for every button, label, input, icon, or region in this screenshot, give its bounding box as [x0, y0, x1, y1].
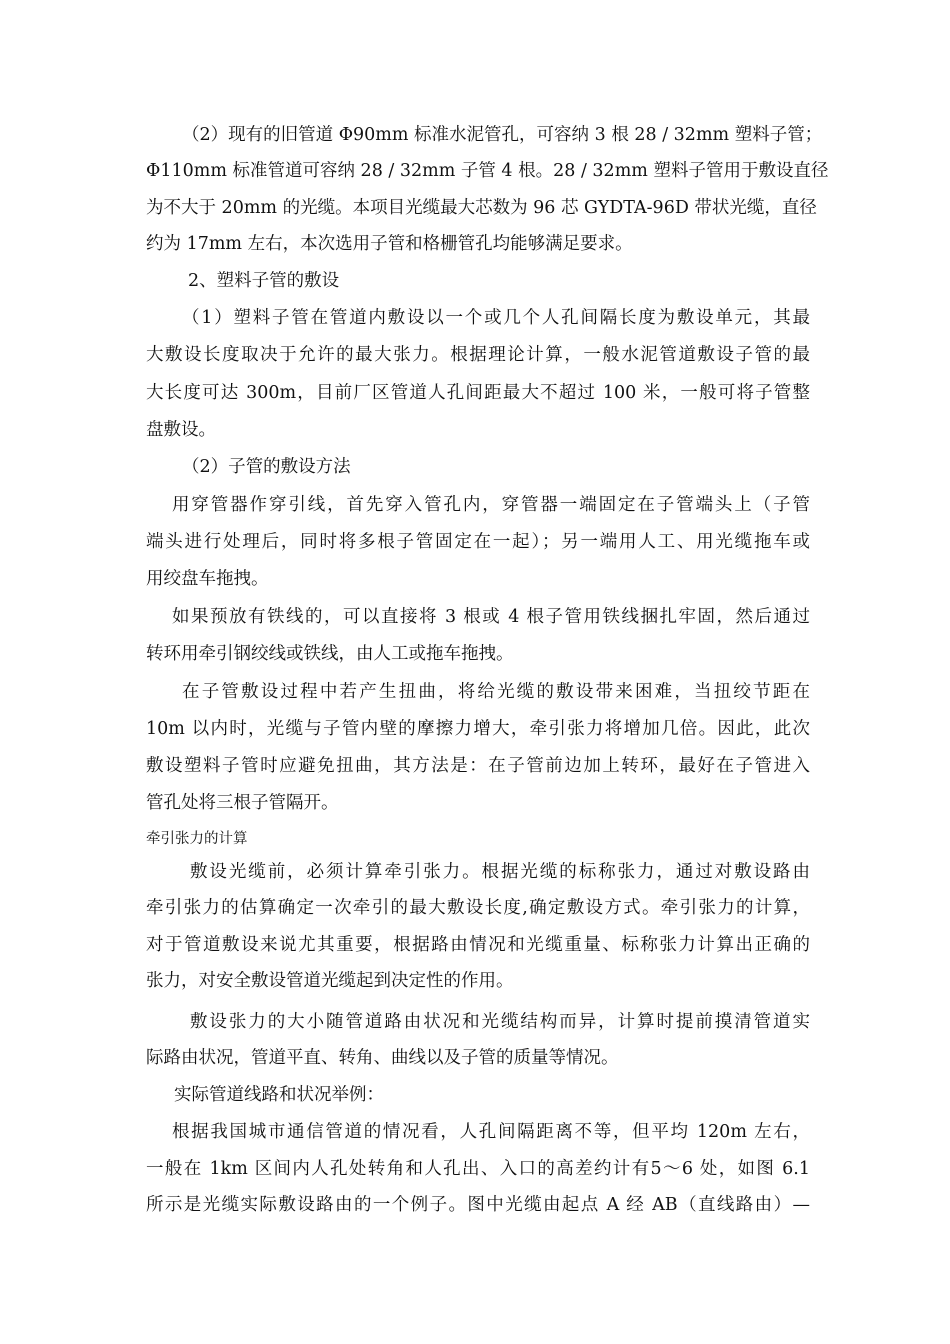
paragraph-12-line-2: 一般在 1km 区间内人孔处转角和人孔出、入口的高差约计有5～6 处，如图 6.1	[146, 1159, 810, 1179]
paragraph-10-line-2: 际路由状况，管道平直、转角、曲线以及子管的质量等情况。	[146, 1048, 619, 1068]
paragraph-11-line-1: 实际管道线路和状况举例：	[174, 1085, 384, 1105]
paragraph-5-line-2: 端头进行处理后，同时将多根子管固定在一起）；另一端用人工、用光缆拖车或	[146, 532, 810, 552]
paragraph-9-line-2: 牵引张力的估算确定一次牵引的最大敷设长度,确定敷设方式。牵引张力的计算，	[146, 898, 810, 918]
paragraph-1-line-2: Φ110mm 标准管道可容纳 28 / 32mm 子管 4 根。28 / 32mm 塑料子管用于敷设直径	[146, 161, 829, 181]
paragraph-9-line-4: 张力，对安全敷设管道光缆起到决定性的作用。	[146, 971, 514, 991]
subheading-2: （2）子管的敷设方法	[182, 457, 351, 477]
paragraph-3-line-2: 大敷设长度取决于允许的最大张力。根据理论计算，一般水泥管道敷设子管的最	[146, 345, 810, 365]
paragraph-10-line-1: 敷设张力的大小随管道路由状况和光缆结构而异，计算时提前摸清管道实	[190, 1012, 810, 1032]
paragraph-7-line-1: 在子管敷设过程中若产生扭曲，将给光缆的敷设带来困难，当扭绞节距在	[182, 682, 810, 702]
paragraph-1-line-4: 约为 17mm 左右，本次选用子管和格栅管孔均能够满足要求。	[146, 234, 633, 254]
paragraph-9-line-1: 敷设光缆前，必须计算牵引张力。根据光缆的标称张力，通过对敷设路由	[190, 862, 810, 882]
paragraph-1-line-1: （2）现有的旧管道 Φ90mm 标准水泥管孔，可容纳 3 根 28 / 32mm 塑料子管；	[182, 125, 823, 145]
paragraph-7-line-3: 敷设塑料子管时应避免扭曲，其方法是：在子管前边加上转环，最好在子管进入	[146, 756, 810, 776]
paragraph-3-line-3: 大长度可达 300m，目前厂区管道人孔间距最大不超过 100 米，一般可将子管整	[146, 383, 810, 403]
paragraph-7-line-2: 10m 以内时，光缆与子管内壁的摩擦力增大，牵引张力将增加几倍。因此，此次	[146, 719, 810, 739]
paragraph-7-line-4: 管孔处将三根子管隔开。	[146, 793, 339, 813]
paragraph-5-line-3: 用绞盘车拖拽。	[146, 569, 269, 589]
paragraph-12-line-3: 所示是光缆实际敷设路由的一个例子。图中光缆由起点 A 经 AB（直线路由）—	[146, 1195, 810, 1215]
paragraph-5-line-1: 用穿管器作穿引线，首先穿入管孔内，穿管器一端固定在子管端头上（子管	[172, 495, 810, 515]
paragraph-3-line-1: （1）塑料子管在管道内敷设以一个或几个人孔间隔长度为敷设单元，其最	[182, 308, 810, 328]
paragraph-9-line-3: 对于管道敷设来说尤其重要，根据路由情况和光缆重量、标称张力计算出正确的	[146, 935, 810, 955]
section-heading-2: 2、塑料子管的敷设	[188, 271, 340, 291]
paragraph-12-line-1: 根据我国城市通信管道的情况看，人孔间隔距离不等，但平均 120m 左右，	[172, 1122, 810, 1142]
paragraph-3-line-4: 盘敷设。	[146, 420, 216, 440]
paragraph-6-line-2: 转环用牵引钢绞线或铁线，由人工或拖车拖拽。	[146, 644, 514, 664]
paragraph-1-line-3: 为不大于 20mm 的光缆。本项目光缆最大芯数为 96 芯 GYDTA-96D 带状光缆，直径	[146, 198, 817, 218]
paragraph-6-line-1: 如果预放有铁线的，可以直接将 3 根或 4 根子管用铁线捆扎牢固，然后通过	[172, 607, 810, 627]
section-heading-traction: 牵引张力的计算	[146, 831, 248, 847]
